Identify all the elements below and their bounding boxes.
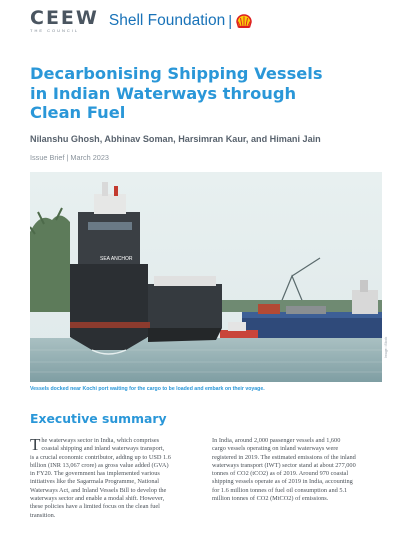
document-title bbox=[30, 64, 330, 123]
photo-credit: Image: iStock bbox=[384, 336, 388, 358]
paragraph-line: these policies have a limited focus on the clean fuel bbox=[30, 503, 160, 511]
section-heading: Executive summary bbox=[30, 411, 167, 426]
paragraph-line: transition. bbox=[30, 511, 56, 519]
paragraph-line: Waterways Act, and Inland Vessels Bill to develop the bbox=[30, 486, 167, 494]
title-line-3: Clean Fuel bbox=[30, 103, 126, 122]
paragraph-line: registered in 2019. The estimated emissions of the inland bbox=[212, 453, 356, 461]
ceew-tagline: THE COUNCIL bbox=[30, 28, 80, 33]
drop-cap: T bbox=[30, 435, 41, 454]
shell-foundation-logo-text: Shell Foundation bbox=[108, 12, 226, 29]
header-logos bbox=[30, 6, 252, 36]
logo-separator: | bbox=[228, 12, 233, 30]
title-line-2: in Indian Waterways through bbox=[30, 83, 297, 103]
paragraph-line: for 1.6 million tonnes of fuel oil consumption and 5.1 bbox=[212, 486, 348, 494]
paragraph-line: coastal shipping and inland waterways transport, bbox=[41, 445, 165, 453]
svg-text:SEA ANCHOR: SEA ANCHOR bbox=[100, 256, 133, 262]
summary-column-1 bbox=[30, 437, 202, 520]
paragraph-line: cargo vessels operating on inland waterways were bbox=[212, 445, 339, 453]
issue-line: Issue Brief | March 2023 bbox=[30, 153, 109, 162]
summary-column-2 bbox=[212, 437, 384, 503]
paragraph-line: he waterways sector in India, which comprises bbox=[41, 437, 160, 444]
paragraph-line: million tonnes of CO2 (MtCO2) of emissions. bbox=[212, 495, 329, 503]
paragraph-line: waterways sector and enable a modal shift. However, bbox=[30, 495, 165, 503]
paragraph-line: is a crucial economic contributor, adding up to USD 1.6 bbox=[30, 453, 171, 461]
ceew-wordmark: CEEW bbox=[30, 7, 99, 29]
paragraph-line: shipping vessels operate as of 2019 in India, accounting bbox=[212, 478, 353, 486]
ceew-logo bbox=[30, 9, 99, 33]
paragraph-line: in FY20. The government has implemented various bbox=[30, 470, 160, 478]
paragraph-line: tonnes of CO2 (tCO2) as of 2019. Around 970 coastal bbox=[212, 470, 349, 478]
title-line-1: Decarbonising Shipping Vessels bbox=[30, 64, 323, 83]
paragraph-line: initiatives like the Sagarmala Programme, National bbox=[30, 478, 160, 486]
cover-photo bbox=[30, 172, 382, 382]
paragraph-line: billion (INR 13,067 crore) as gross value added (GVA) bbox=[30, 461, 169, 469]
paragraph-line: In India, around 2,000 passenger vessels and 1,600 bbox=[212, 437, 341, 444]
paragraph-line: waterways transport (IWT) sector stand at about 277,000 bbox=[212, 461, 356, 469]
photo-caption: Vessels docked near Kochi port waiting for the cargo to be loaded and embark on their voyage. bbox=[30, 386, 265, 392]
shell-pecten-icon bbox=[236, 14, 252, 29]
authors: Nilanshu Ghosh, Abhinav Soman, Harsimran Kaur, and Himani Jain bbox=[30, 134, 321, 144]
